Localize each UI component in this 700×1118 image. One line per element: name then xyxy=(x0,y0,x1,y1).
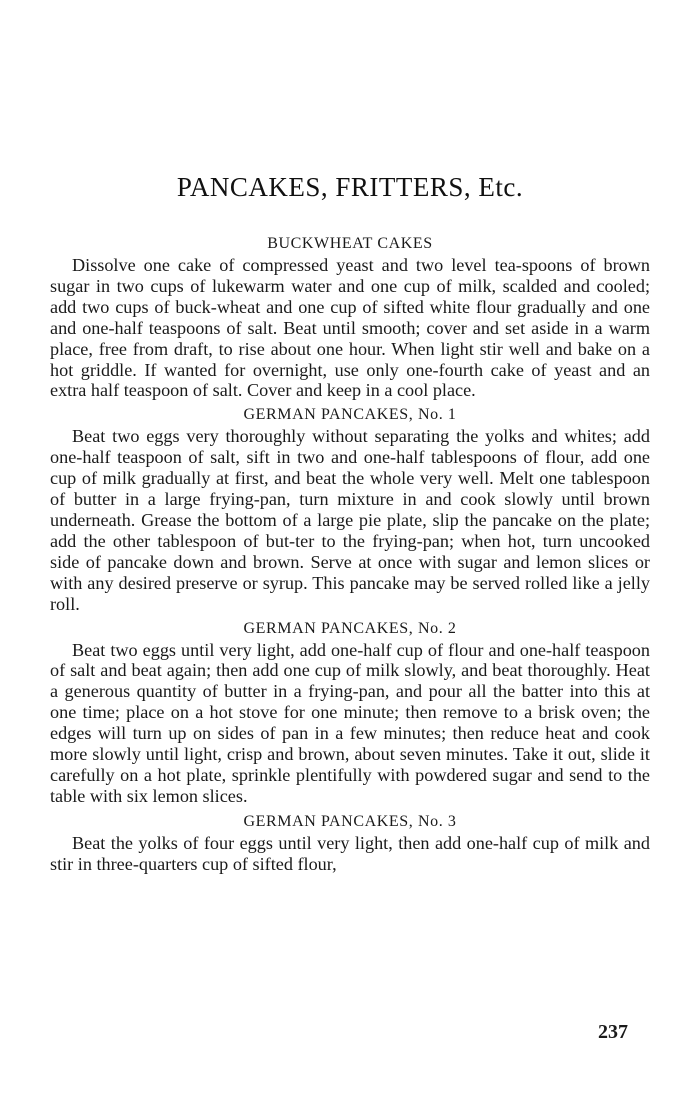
recipe-german-pancakes-2 xyxy=(50,617,650,807)
recipe-title: BUCKWHEAT CAKES xyxy=(267,235,433,252)
recipe-title: GERMAN PANCAKES, No. 2 xyxy=(243,619,457,637)
recipe-german-pancakes-3 xyxy=(50,810,650,875)
recipe-text: Beat two eggs very thoroughly without separating the yolks and whites; add one-half teaspoon of salt, sift in two and one-half tablespoons of flour, add one cup of milk gradually at first, and beat the whole very well. Melt one tablespoon of butter in a large frying-pan, turn mixture in and cook slowly until brown underneath. Grease the bottom of a large pie plate, slip the pancake on the plate; add the other tablespoon of but-ter to the frying-pan; when hot, turn uncooked side of pancake down and brown. Serve at once with sugar and lemon slices or with any desired preserve or syrup. This pancake may be served rolled like a jelly roll. xyxy=(50,426,650,614)
recipe-title: GERMAN PANCAKES, No. 1 xyxy=(243,406,457,424)
page-content xyxy=(50,232,650,875)
page-number: 237 xyxy=(598,1021,628,1043)
recipe-text: Beat the yolks of four eggs until very light, then add one-half cup of milk and stir in three-quarters cup of sifted flour, xyxy=(50,832,650,874)
chapter-title: PANCAKES, FRITTERS, Etc. xyxy=(176,172,524,202)
recipe-title: GERMAN PANCAKES, No. 3 xyxy=(243,812,457,830)
recipe-text: Dissolve one cake of compressed yeast and two level tea-spoons of brown sugar in two cups of lukewarm water and one cup of milk, scalded and cooled; add two cups of buck-wheat and one cup of sifted white flour gradually and one and one-half teaspoons of salt. Beat until smooth; cover and set aside in a warm place, free from draft, to rise about one hour. When light stir well and bake on a hot griddle. If wanted for overnight, use only one-fourth cake of yeast and an extra half teaspoon of salt. Cover and keep in a cool place. xyxy=(50,255,650,401)
recipe-buckwheat-cakes xyxy=(50,232,650,401)
recipe-text: Beat two eggs until very light, add one-half cup of flour and one-half teaspoon of salt and beat again; then add one cup of milk slowly, and beat thoroughly. Heat a generous quantity of butter in a frying-pan, and pour all the batter into this at one time; place on a hot stove for one minute; then remove to a brisk oven; the edges will turn up on sides of pan in a few minutes; then reduce heat and cook more slowly until light, crisp and brown, about seven minutes. Take it out, slide it carefully on a hot plate, sprinkle plentifully with powdered sugar and send to the table with six lemon slices. xyxy=(50,639,650,806)
recipe-german-pancakes-1 xyxy=(50,403,650,614)
